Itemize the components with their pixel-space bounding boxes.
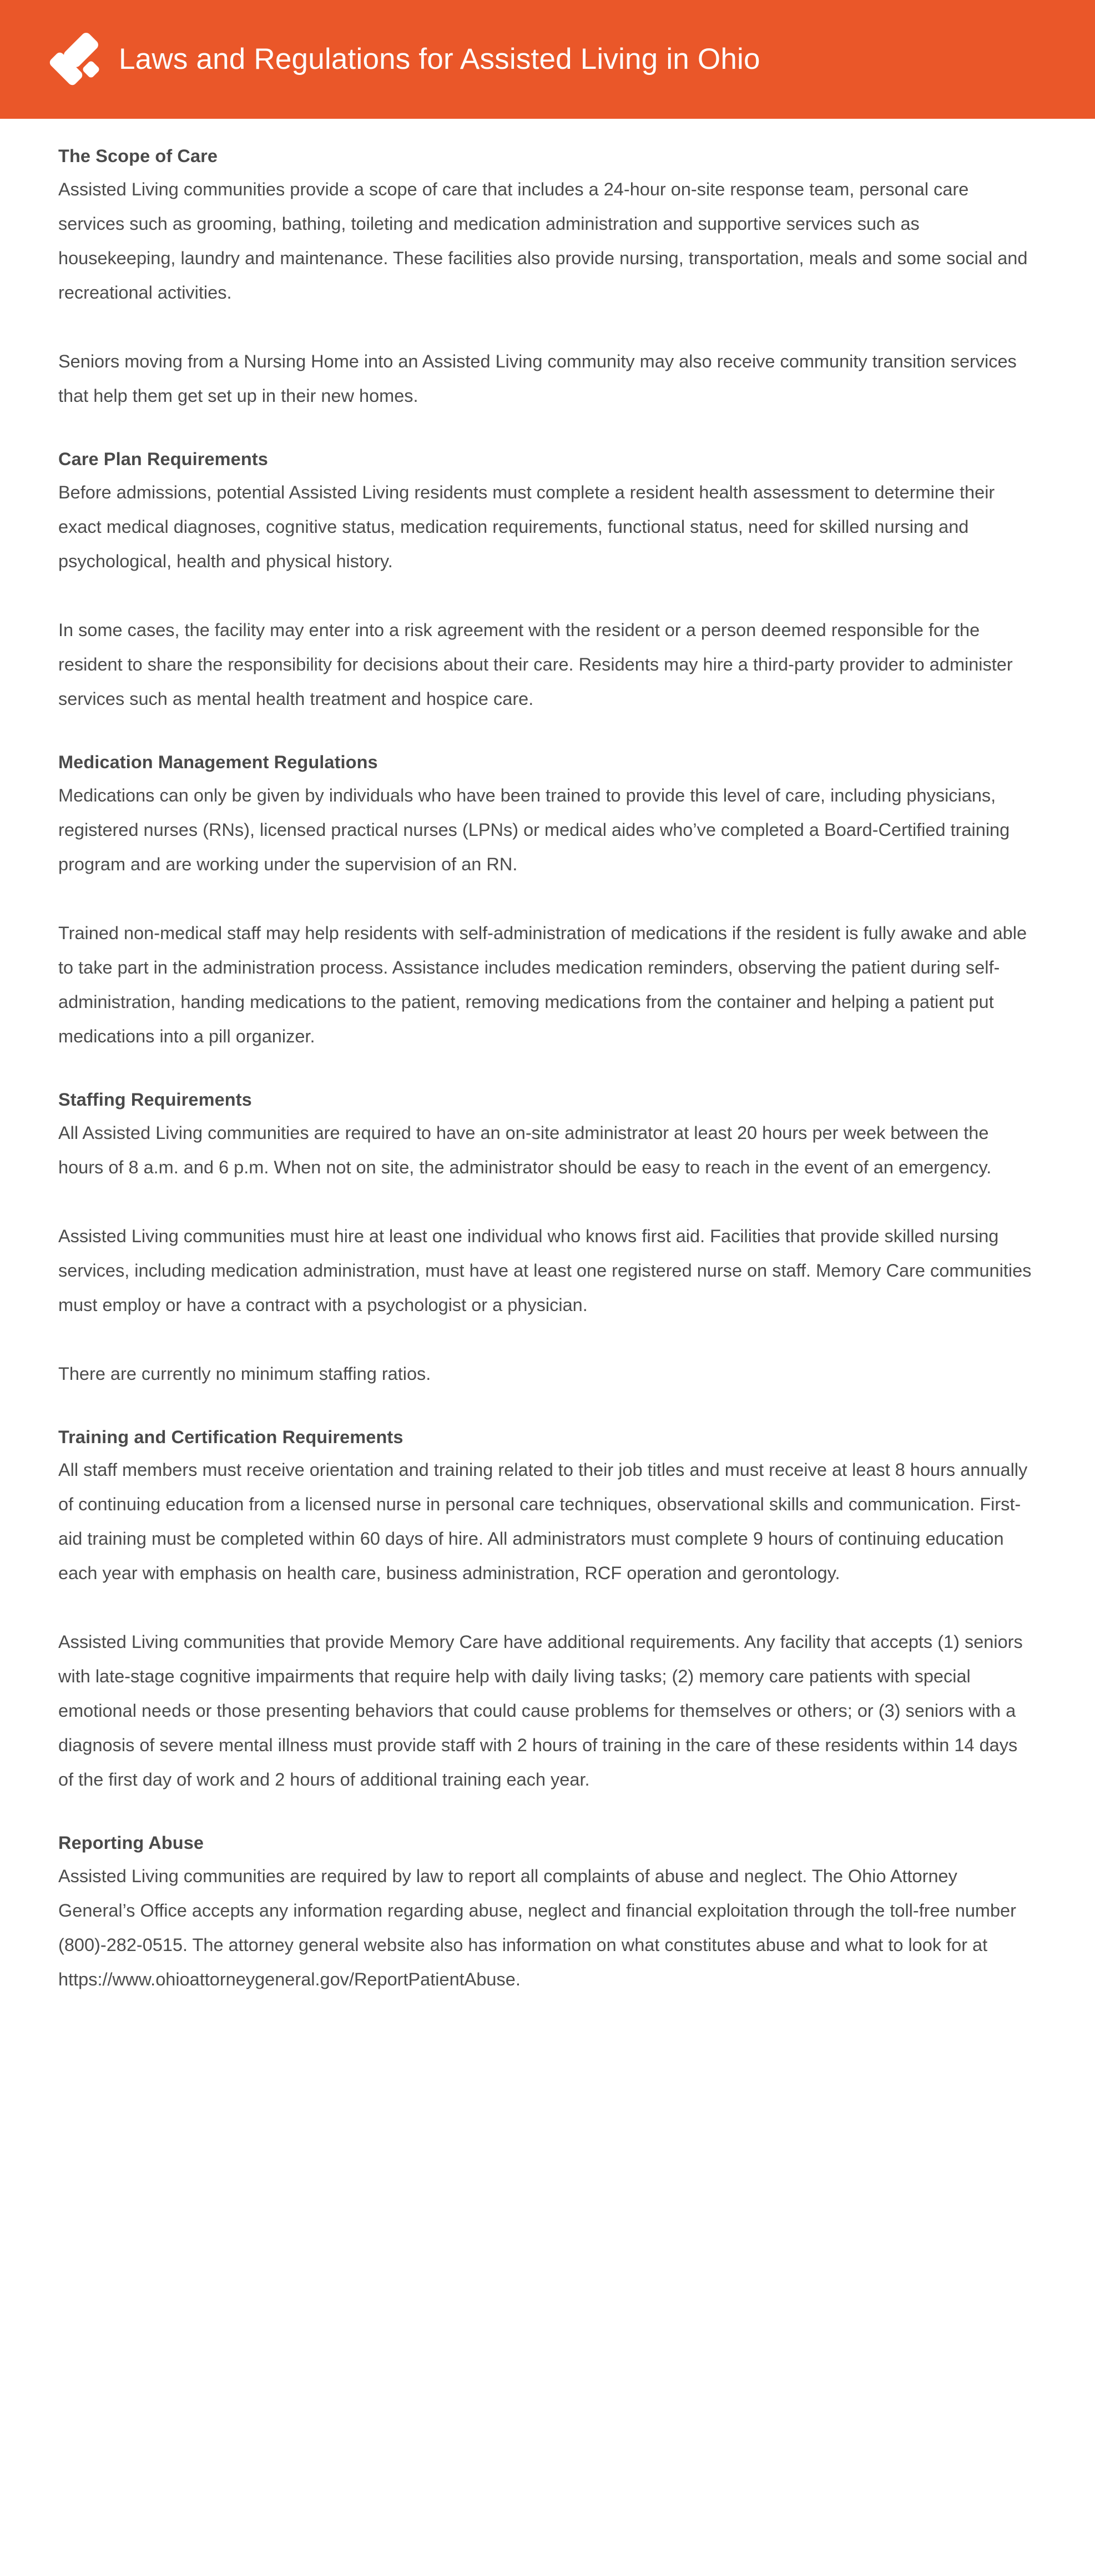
paragraph: In some cases, the facility may enter into a risk agreement with the resident or a person deemed responsible for the resident to share the responsibility for decisions about their care. Residents may hire a third-party provider to administer services such as mental health treatment and hospice care. (58, 619, 1013, 709)
section-staffing-requirements (58, 1088, 1034, 1391)
paragraph: Assisted Living communities that provide Memory Care have additional requirements. Any facility that accepts (1) seniors with late-stage cognitive impairments that require help with daily living tasks; (2) memory care patients with special emotional needs or those presenting behaviors that could cause problems for themselves or others; or (3) seniors with a diagnosis of severe mental illness must provide staff with 2 hours of training in the care of these residents within 14 days of the first day of work and 2 hours of additional training each year. (58, 1632, 1023, 1790)
paragraph: Before admissions, potential Assisted Living residents must complete a resident health assessment to determine their exact medical diagnoses, cognitive status, medication requirements, functional status, need for skilled nursing and psychological, health and physical history. (58, 482, 995, 571)
section-heading: Reporting Abuse (58, 1833, 204, 1853)
paragraph: Assisted Living communities must hire at least one individual who knows first aid. Facilities that provide skilled nursing services, including medication administration, must have at least one registered nurse on staff. Memory Care communities must employ or have a contract with a psychologist or a physician. (58, 1226, 1032, 1315)
gavel-icon (43, 28, 105, 90)
section-heading: Staffing Requirements (58, 1089, 252, 1110)
paragraph: All staff members must receive orientation and training related to their job titles and must receive at least 8 hours annually of continuing education from a licensed nurse in personal care techniques, observational skills and communication. First-aid training must be completed within 60 days of hire. All administrators must complete 9 hours of continuing education each year with emphasis on health care, business administration, RCF operation and gerontology. (58, 1460, 1028, 1584)
paragraph: Assisted Living communities are required by law to report all complaints of abuse and neglect. The Ohio Attorney General’s Office accepts any information regarding abuse, neglect and financial exploitation through the toll-free number (800)-282-0515. The attorney general website also has information on what constitutes abuse and what to look for at https://www.ohioattorneygeneral.gov/ReportPatientAbuse. (58, 1866, 1016, 1990)
section-heading: The Scope of Care (58, 146, 218, 166)
page-header (0, 0, 1095, 119)
section-reporting-abuse (58, 1831, 1034, 1997)
article-body (0, 119, 1095, 2063)
section-heading: Care Plan Requirements (58, 448, 268, 469)
section-medication-management-regulations (58, 750, 1034, 1053)
paragraph: There are currently no minimum staffing ratios. (58, 1363, 431, 1384)
paragraph: Seniors moving from a Nursing Home into an Assisted Living community may also receive community transition services that help them get set up in their new homes. (58, 351, 1017, 406)
section-heading: Training and Certification Requirements (58, 1426, 403, 1447)
section-heading: Medication Management Regulations (58, 752, 378, 772)
paragraph: Trained non-medical staff may help residents with self-administration of medications if the resident is fully awake and able to take part in the administration process. Assistance includes medication reminders, observing the patient during self-administration, handing medications to the patient, removing medications from the container and helping a patient put medications into a pill organizer. (58, 922, 1027, 1046)
page-title: Laws and Regulations for Assisted Living in Ohio (119, 42, 760, 75)
paragraph: All Assisted Living communities are required to have an on-site administrator at least 20 hours per week between the hours of 8 a.m. and 6 p.m. When not on site, the administrator should be easy to reach in the event of an emergency. (58, 1122, 992, 1177)
paragraph: Assisted Living communities provide a scope of care that includes a 24-hour on-site response team, personal care services such as grooming, bathing, toileting and medication administration and supportive services such as housekeeping, laundry and maintenance. These facilities also provide nursing, transportation, meals and some social and recreational activities. (58, 179, 1028, 303)
section-training-and-certification-requirements (58, 1425, 1034, 1797)
paragraph: Medications can only be given by individuals who have been trained to provide this level of care, including physicians, registered nurses (RNs), licensed practical nurses (LPNs) or medical aides who’ve completed a Board-Certified training program and are working under the supervision of an RN. (58, 785, 1010, 874)
section-the-scope-of-care (58, 144, 1034, 413)
section-care-plan-requirements (58, 447, 1034, 716)
